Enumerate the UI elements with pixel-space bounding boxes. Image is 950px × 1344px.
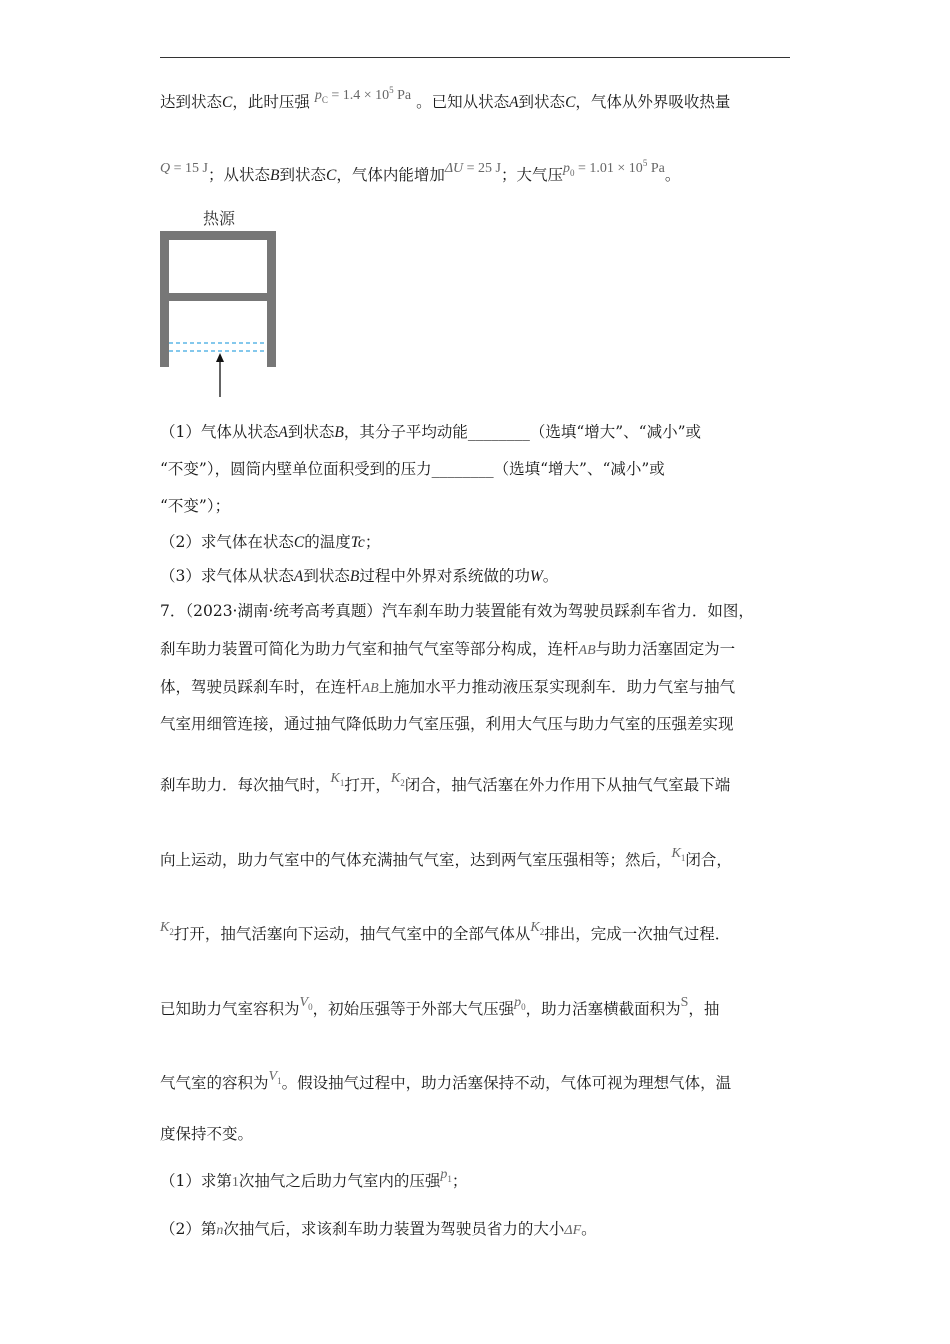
q1-line-1: （1）气体从状态A到状态B，其分子平均动能________（选填“增大”、“减小”或 <box>160 423 702 441</box>
p7-line-7: $K_2$打开，抽气活塞向下运动，抽气气室中的全部气体从$K_2$排出，完成一次抽气过程． <box>160 920 731 943</box>
p7-q1: （1）求第1次抽气之后助力气室内的压强$p_1$； <box>160 1167 468 1190</box>
text-line-1: 达到状态C，此时压强 $p_C = 1.4 \times 10^5$ Pa 。已知从状态A到状态C，气体从外界吸收热量 <box>160 85 731 111</box>
p7-line-2: 刹车助力装置可简化为助力气室和抽气气室等部分构成，连杆AB与助力活塞固定为一 <box>160 640 736 658</box>
p7-line-1: 7．（2023·湖南·统考高考真题）汽车刹车助力装置能有效为驾驶员踩刹车省力．如图， <box>160 602 754 620</box>
p7-line-5: 刹车助力．每次抽气时，$K_1$打开，$K_2$闭合，抽气活塞在外力作用下从抽气气室最下端 <box>160 771 731 794</box>
text-line-2: Q = 15 J；从状态B到状态C，气体内能增加ΔU = 25 J；大气压$p_0 = 1.01 \times 10^5$ Pa。 <box>160 158 681 184</box>
p7-line-9: 气气室的容积为$V_1$。假设抽气过程中，助力活塞保持不动，气体可视为理想气体，温 <box>160 1069 732 1092</box>
q2-line: （2）求气体在状态C的温度Tc； <box>160 533 381 551</box>
formula-du: ΔU = 25 J <box>444 161 501 176</box>
cylinder-figure <box>160 205 290 405</box>
p7-line-10: 度保持不变。 <box>160 1125 254 1143</box>
p7-line-3: 体，驾驶员踩刹车时，在连杆AB上施加水平力推动液压泵实现刹车．助力气室与抽气 <box>160 678 736 696</box>
q3-line: （3）求气体从状态A到状态B过程中外界对系统做的功W。 <box>160 567 559 585</box>
q1-line-2: “不变”），圆筒内壁单位面积受到的压力________（选填“增大”、“减小”或 <box>160 460 665 478</box>
p7-line-6: 向上运动，助力气室中的气体充满抽气气室，达到两气室压强相等；然后，$K_1$闭合， <box>160 846 732 869</box>
p7-q2: （2）第n次抽气后，求该刹车助力装置为驾驶员省力的大小ΔF。 <box>160 1220 597 1238</box>
formula-p0: $p_0 = 1.01 \times 10^5$ Pa <box>563 158 665 178</box>
header-rule <box>160 57 790 58</box>
p7-line-4: 气室用细管连接，通过抽气降低助力气室压强，利用大气压与助力气室的压强差实现 <box>160 715 734 733</box>
p7-line-8: 已知助力气室容积为$V_0$，初始压强等于外部大气压强$p_0$，助力活塞横截面积为S，抽 <box>160 995 720 1018</box>
q1-line-3: “不变”）； <box>160 497 231 515</box>
figure-label: 热源 <box>203 209 236 228</box>
cylinder-diagram <box>160 205 290 405</box>
formula-pc: $p_C = 1.4 \times 10^5$ Pa <box>314 85 412 105</box>
formula-q: Q = 15 J <box>160 161 208 176</box>
